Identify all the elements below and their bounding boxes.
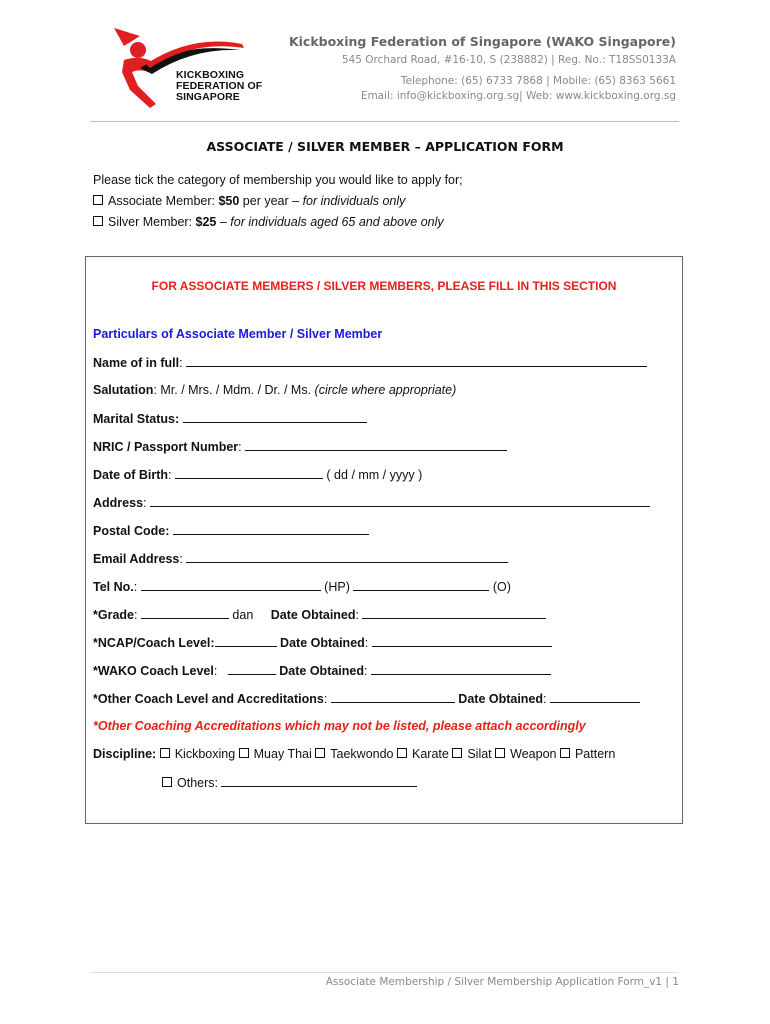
kickboxing-checkbox[interactable]	[160, 748, 170, 758]
others-field[interactable]	[221, 775, 417, 787]
accreditation-note: *Other Coaching Accreditations which may not be listed, please attach accordingly	[93, 719, 586, 733]
grade-row: *Grade: dan Date Obtained:	[93, 607, 546, 622]
organization-name: Kickboxing Federation of Singapore (WAKO Singapore)	[288, 34, 676, 49]
silat-checkbox[interactable]	[452, 748, 462, 758]
discipline-karate[interactable]	[397, 747, 449, 761]
salutation-row	[93, 383, 456, 397]
wako-row: *WAKO Coach Level: Date Obtained:	[93, 663, 551, 678]
discipline-silat[interactable]	[452, 747, 491, 761]
organization-address: 545 Orchard Road, #16-10, S (238882) | Reg. No.: T18SS0133A	[341, 54, 676, 66]
others-checkbox[interactable]	[162, 777, 172, 787]
grade-date-label: Date Obtained	[270, 608, 356, 622]
discipline-weapon[interactable]	[495, 747, 556, 761]
other-coach-field[interactable]	[331, 691, 455, 703]
address-field[interactable]	[150, 495, 650, 507]
weapon-checkbox[interactable]	[495, 748, 505, 758]
associate-note: for individuals only	[302, 194, 406, 208]
ncap-row: *NCAP/Coach Level: Date Obtained:	[93, 635, 552, 650]
tel-office-field[interactable]	[353, 579, 489, 591]
weapon-label: Weapon	[510, 747, 557, 761]
kickboxing-label: Kickboxing	[174, 747, 236, 761]
associate-period: per year –	[239, 194, 303, 208]
dob-row: Date of Birth: ( dd / mm / yyyy )	[93, 468, 423, 482]
organization-telephone: Telephone: (65) 6733 7868 | Mobile: (65) 8363 5661	[400, 75, 676, 87]
page-footer: Associate Membership / Silver Membership Application Form_v1 | 1	[325, 976, 679, 988]
ncap-date-field[interactable]	[372, 635, 552, 647]
discipline-row	[93, 747, 615, 761]
name-label: Name of in full	[93, 356, 180, 370]
silver-checkbox[interactable]	[93, 216, 103, 226]
discipline-muay-thai[interactable]	[239, 747, 312, 761]
form-title: ASSOCIATE / SILVER MEMBER – APPLICATION FORM	[206, 139, 564, 154]
membership-intro	[93, 170, 463, 233]
muay-thai-label: Muay Thai	[253, 747, 312, 761]
wako-label: *WAKO Coach Level	[93, 664, 214, 678]
postal-label: Postal Code:	[93, 524, 170, 538]
email-label: Email Address	[93, 552, 180, 566]
discipline-taekwondo[interactable]	[315, 747, 393, 761]
discipline-kickboxing[interactable]	[160, 747, 235, 761]
discipline-label: Discipline:	[93, 747, 157, 761]
salutation-note: (circle where appropriate)	[314, 383, 457, 397]
name-row: Name of in full:	[93, 355, 647, 370]
tel-hp-label: (HP)	[320, 580, 354, 594]
grade-label: *Grade	[93, 608, 134, 622]
logo-line-2: FEDERATION OF	[176, 80, 263, 92]
karate-label: Karate	[412, 747, 449, 761]
option-silver[interactable]	[93, 212, 463, 233]
others-label: Others:	[177, 776, 218, 790]
organization-email: Email: info@kickboxing.org.sg| Web: www.kickboxing.org.sg	[360, 90, 676, 102]
tel-office-label: (O)	[489, 580, 511, 594]
address-row: Address:	[93, 495, 650, 510]
marital-label: Marital Status:	[93, 412, 180, 426]
taekwondo-label: Taekwondo	[330, 747, 394, 761]
member-particulars-section	[85, 256, 683, 824]
tel-hp-field[interactable]	[141, 579, 321, 591]
footer-divider	[90, 972, 679, 973]
ncap-label: *NCAP/Coach Level:	[93, 636, 215, 650]
nric-field[interactable]	[245, 439, 507, 451]
tel-label: Tel No.	[93, 580, 134, 594]
grade-date-field[interactable]	[362, 607, 546, 619]
dob-label: Date of Birth	[93, 468, 168, 482]
section-heading: FOR ASSOCIATE MEMBERS / SILVER MEMBERS, PLEASE FILL IN THIS SECTION	[151, 279, 617, 293]
silver-price: $25	[195, 215, 217, 229]
wako-date-label: Date Obtained	[279, 664, 365, 678]
other-coach-date-field[interactable]	[550, 691, 640, 703]
taekwondo-checkbox[interactable]	[315, 748, 325, 758]
name-field[interactable]	[186, 355, 647, 367]
muay-thai-checkbox[interactable]	[239, 748, 249, 758]
postal-field[interactable]	[173, 523, 369, 535]
salutation-label: Salutation	[93, 383, 154, 397]
intro-prompt: Please tick the category of membership you would like to apply for;	[93, 173, 463, 187]
logo-line-1: KICKBOXING	[176, 69, 245, 81]
federation-logo	[112, 24, 272, 116]
salutation-options[interactable]: : Mr. / Mrs. / Mdm. / Dr. / Ms.	[153, 383, 315, 397]
other-coach-label: *Other Coach Level and Accreditations	[93, 692, 324, 706]
dob-format: ( dd / mm / yyyy )	[322, 468, 423, 482]
ncap-date-label: Date Obtained	[280, 636, 365, 650]
email-row: Email Address:	[93, 551, 508, 566]
header-divider	[90, 121, 679, 122]
logo-line-3: SINGAPORE	[176, 91, 240, 103]
pattern-checkbox[interactable]	[560, 748, 570, 758]
wako-field[interactable]	[228, 663, 276, 675]
option-associate[interactable]	[93, 191, 463, 212]
wako-date-field[interactable]	[371, 663, 551, 675]
ncap-field[interactable]	[215, 635, 277, 647]
associate-checkbox[interactable]	[93, 195, 103, 205]
organization-header	[289, 34, 676, 104]
tel-row: Tel No.: (HP) (O)	[93, 580, 511, 594]
nric-label: NRIC / Passport Number	[93, 440, 239, 454]
others-row	[162, 775, 417, 790]
particulars-heading: Particulars of Associate Member / Silver Member	[93, 327, 383, 341]
karate-checkbox[interactable]	[397, 748, 407, 758]
marital-field[interactable]	[183, 411, 367, 423]
other-coach-row: *Other Coach Level and Accreditations: Date Obtained:	[93, 691, 640, 706]
nric-row: NRIC / Passport Number:	[93, 439, 507, 454]
other-coach-date-label: Date Obtained	[458, 692, 544, 706]
associate-label: Associate Member:	[108, 194, 219, 208]
discipline-pattern[interactable]	[560, 747, 615, 761]
silver-dash: –	[216, 215, 231, 229]
address-label: Address	[93, 496, 144, 510]
postal-row	[93, 523, 369, 538]
silver-note: for individuals aged 65 and above only	[230, 215, 444, 229]
silver-label: Silver Member:	[108, 215, 196, 229]
grade-unit: dan	[228, 608, 254, 622]
grade-field[interactable]	[141, 607, 229, 619]
email-field[interactable]	[186, 551, 508, 563]
associate-price: $50	[218, 194, 240, 208]
silat-label: Silat	[467, 747, 492, 761]
dob-field[interactable]	[175, 467, 323, 479]
marital-row	[93, 411, 367, 426]
pattern-label: Pattern	[574, 747, 616, 761]
